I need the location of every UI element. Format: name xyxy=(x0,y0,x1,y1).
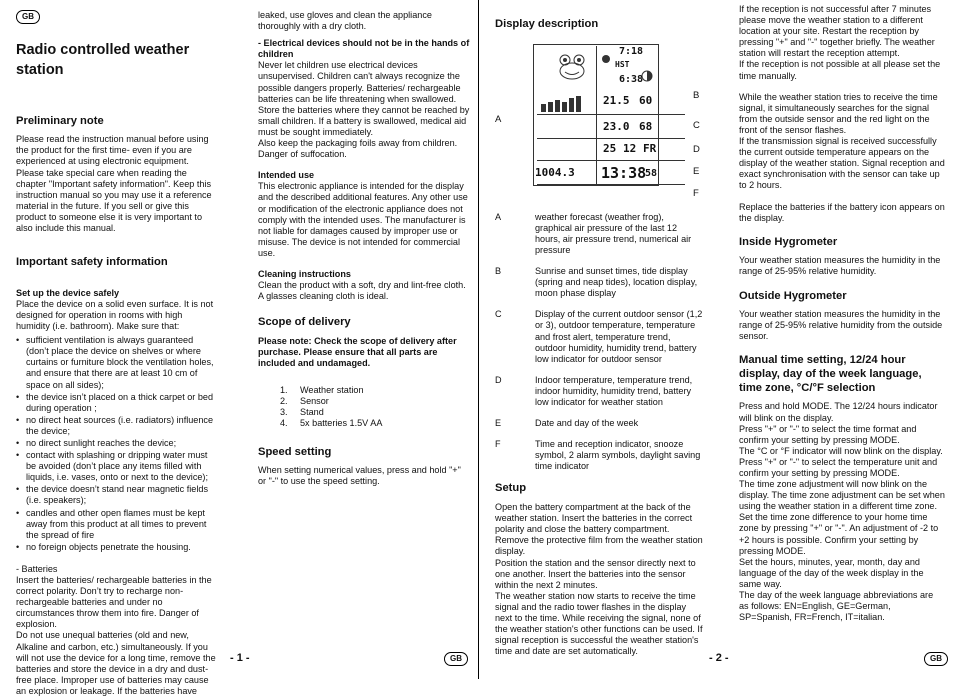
electrical-text: Never let children use electrical devices unsupervised. Children can't always recognize the possible dangers properly. Batteries/ rechargeable batteries can be life threatening when swallowed. Store the batteries where they cannot be reached by small children. If a battery is swallowed, medical aid must be sought immediately. Also keep the packaging foils away from children. Danger of suffocation. xyxy=(258,60,470,160)
intended-use-text: This electronic appliance is intended for the display and the described additional features. Any other use or modification of the electronic appliance does not comply with the intended uses. The manufacturer is not liable for damages caused by improper use or misuse. The device is not intended for commercial use. xyxy=(258,181,468,258)
sensor-search-text: While the weather station tries to receive the time signal, it simultaneously searches for the signal from the outside sensor and the red light on the front of the sensor flashes. If the transmission signal is received successfully the current outside temperature appears on the display of the weather station. Signal reception and exact synchronisation with the sensor can take up to 2 hours. xyxy=(739,91,945,191)
divider xyxy=(537,114,685,115)
divider xyxy=(537,184,685,185)
list-item: B Sunrise and sunset times, tide display (spring and neap tides), location display, moon phase display xyxy=(495,266,698,299)
date-day: 25 xyxy=(603,141,617,155)
outside-hygrometer-text: Your weather station measures the humidity in the range of 25-95% relative humidity from the outside sensor. xyxy=(739,309,943,342)
setup-safely-heading: Set up the device safely xyxy=(16,287,120,298)
intended-use-heading: Intended use xyxy=(258,170,315,181)
date-month: 12 xyxy=(623,141,637,155)
page-number: - 2 - xyxy=(709,652,729,664)
display-description-list xyxy=(495,212,703,473)
column-2 xyxy=(258,10,470,487)
diagram-label-d: D xyxy=(693,143,700,155)
parts-list xyxy=(280,385,470,429)
list-item: • contact with splashing or dripping water must be avoided (don’t place any items filled with liquids, i.e. vases, onto or next to the device); xyxy=(16,450,216,483)
air-pressure: 1004.3 xyxy=(535,165,575,179)
document-title: Radio controlled weather station xyxy=(16,42,190,79)
column-4 xyxy=(739,4,945,623)
safety-heading: Important safety information xyxy=(16,256,168,269)
setup-text: Open the battery compartment at the back of the weather station. Insert the batteries in the correct polarity and close the battery compartment. Remove the protective film from the weather station display. Position the station and the sensor directly next to one another. Insert the batteries into the sensor within the next 2 minutes. The weather station now starts to receive the time signal and the radio tower flashes in the display next to the time. While receiving the signal, none of the weather station's other functions can be used. If signal reception is successful the weather station's time and date are set automatically. xyxy=(495,502,703,657)
scope-note: Please note: Check the scope of delivery after purchase. Please ensure that all parts are included and undamaged. xyxy=(258,335,457,369)
display-diagram xyxy=(495,38,703,198)
manual-setting-heading: Manual time setting, 12/24 hour display, day of the week language, time zone, °C/°F selection xyxy=(739,354,922,394)
language-badge: GB xyxy=(924,652,948,666)
page-divider xyxy=(478,0,479,679)
main-time: 13:38 xyxy=(601,163,647,182)
divider xyxy=(537,138,685,139)
list-item: F Time and reception indicator, snooze symbol, 2 alarm symbols, daylight saving time indicator xyxy=(495,439,701,472)
list-item: 2. Sensor xyxy=(280,396,329,407)
safety-bullet-list xyxy=(16,335,216,553)
outdoor-temperature: 21.5 xyxy=(603,93,630,107)
cleaning-text: Clean the product with a soft, dry and lint-free cloth. A glasses cleaning cloth is ideal. xyxy=(258,280,466,302)
pressure-graph-icon xyxy=(539,90,591,112)
outdoor-humidity: 60 xyxy=(639,93,653,107)
divider xyxy=(537,160,685,161)
language-badge: GB xyxy=(444,652,468,666)
sunset-time: 6:38 xyxy=(619,73,644,85)
sun-icon xyxy=(599,52,613,64)
list-item: 4. 5x batteries 1.5V AA xyxy=(280,418,383,429)
batteries-text: - Batteries Insert the batteries/ rechargeable batteries in the correct polarity. Don’t try to recharge non-rechargeable batteries and under no circumstances throw them into fire. Danger of explosion. Do not use unequal batteries (old and new, Alkaline and carbon, etc.) simultaneously. If you will not use the device for a long time, remove the batteries and store the device in a dry and dust-free place. Improper use of batteries may cause an explosion or leakage. If the batteries have xyxy=(16,563,216,696)
speed-text: When setting numerical values, press and hold "+" or "-" to use the speed setting. xyxy=(258,465,461,487)
inside-hygrometer-text: Your weather station measures the humidity in the range of 25-95% relative humidity. xyxy=(739,255,941,277)
electrical-heading: - Electrical devices should not be in the hands of children xyxy=(258,38,470,60)
reception-text: If the reception is not successful after 7 minutes please move the weather station to a different location at your site. Restart the reception by pressing "+" and "-" together briefly. The weather station will restart the reception attempt. If the reception is not possible at all please set the time manually. xyxy=(739,4,941,81)
setup-heading: Setup xyxy=(495,482,527,495)
list-item: • the device doesn’t stand near magnetic fields (i.e. speakers); xyxy=(16,484,216,506)
hst-label: HST xyxy=(615,59,630,69)
list-item: C Display of the current outdoor sensor (1,2 or 3), outdoor temperature, temperature and frost alert, temperature trend, outdoor humidity, humidity trend, battery low indicator for outdoor sensor xyxy=(495,309,703,364)
display-heading: Display description xyxy=(495,18,599,30)
preliminary-text: Please read the instruction manual before using the product for the first time- even if you are experienced at using electronic equipment. Please take special care when reading the chapter "Important safety information". Keep this instruction manual so you may use it a reference material in the future. If you sell or give this product to someone else it is very important to also include this manual. xyxy=(16,134,212,233)
list-item: 3. Stand xyxy=(280,407,324,418)
list-item: • no direct sunlight reaches the device; xyxy=(16,438,216,449)
list-item: • no foreign objects penetrate the housing. xyxy=(16,542,216,553)
list-item: D Indoor temperature, temperature trend, indoor humidity, humidity trend, battery low indicator for weather station xyxy=(495,374,693,407)
continued-text: leaked, use gloves and clean the appliance thoroughly with a dry cloth. xyxy=(258,10,432,32)
cleaning-heading: Cleaning instructions xyxy=(258,268,351,279)
inside-hygrometer-heading: Inside Hygrometer xyxy=(739,235,838,248)
language-badge: GB xyxy=(16,10,40,24)
indoor-temperature: 23.0 xyxy=(603,119,630,133)
diagram-label-c: C xyxy=(693,119,700,131)
manual-setting-text: Press and hold MODE. The 12/24 hours indicator will blink on the display. Press "+" or "-" to select the time format and confirm your setting by pressing MODE. The °C or °F indicator will now blink on the display. Press "+" or "-" to select the temperature unit and confirm your setting by pressing MODE. The time zone adjustment will now blink on the display. The time zone adjustment can be set when using the weather station in a different time zone. Set the time zone difference to your home time zone by pressing "+" or "-". An adjustment of -2 to +2 hours is possible. Confirm your setting by pressing MODE. Set the hours, minutes, year, month, day and language of the day of the week display in the same way. The day of the week language abbreviations are as follows: EN=English, GE=German, SP=Spanish, FR=French, IT=italian. xyxy=(739,401,945,623)
outside-hygrometer-heading: Outside Hygrometer xyxy=(739,289,847,302)
speed-heading: Speed setting xyxy=(258,445,332,458)
list-item: E Date and day of the week xyxy=(495,418,639,429)
list-item: A weather forecast (weather frog), graphical air pressure of the last 12 hours, air pressure trend, numerical air pressure xyxy=(495,211,692,255)
weather-frog-icon xyxy=(555,52,589,82)
replace-batteries-text: Replace the batteries if the battery icon appears on the display. xyxy=(739,201,945,223)
list-item: • sufficient ventilation is always guaranteed (don’t place the device on shelves or where curtains or furniture block the ventilation holes, and ensure that there are at least 10 cm of space on all sides); xyxy=(16,335,216,390)
list-item: 1. Weather station xyxy=(280,385,364,396)
diagram-label-b: B xyxy=(693,89,700,101)
column-1 xyxy=(16,10,216,697)
column-3 xyxy=(495,10,703,657)
list-item: • the device isn’t placed on a thick carpet or bed during operation ; xyxy=(16,392,216,414)
page-number: - 1 - xyxy=(230,652,250,664)
date-weekday: FR xyxy=(643,141,657,155)
preliminary-heading: Preliminary note xyxy=(16,114,104,127)
list-item: • no direct heat sources (i.e. radiators) influence the device; xyxy=(16,415,216,437)
setup-safely-text: Place the device on a solid even surface. It is not designed for operation in rooms with high humidity (i.e. bathroom). Make sure that: xyxy=(16,298,214,332)
main-seconds: 58 xyxy=(645,167,658,179)
list-item: • candles and other open flames must be kept away from this product at all times to prevent the spread of fire xyxy=(16,508,216,541)
sunrise-time: 7:18 xyxy=(619,45,644,57)
diagram-label-f: F xyxy=(693,187,699,199)
diagram-label-a: A xyxy=(495,113,502,125)
indoor-humidity: 68 xyxy=(639,119,653,133)
scope-heading: Scope of delivery xyxy=(258,316,351,329)
divider xyxy=(596,46,597,186)
diagram-label-e: E xyxy=(693,165,700,177)
